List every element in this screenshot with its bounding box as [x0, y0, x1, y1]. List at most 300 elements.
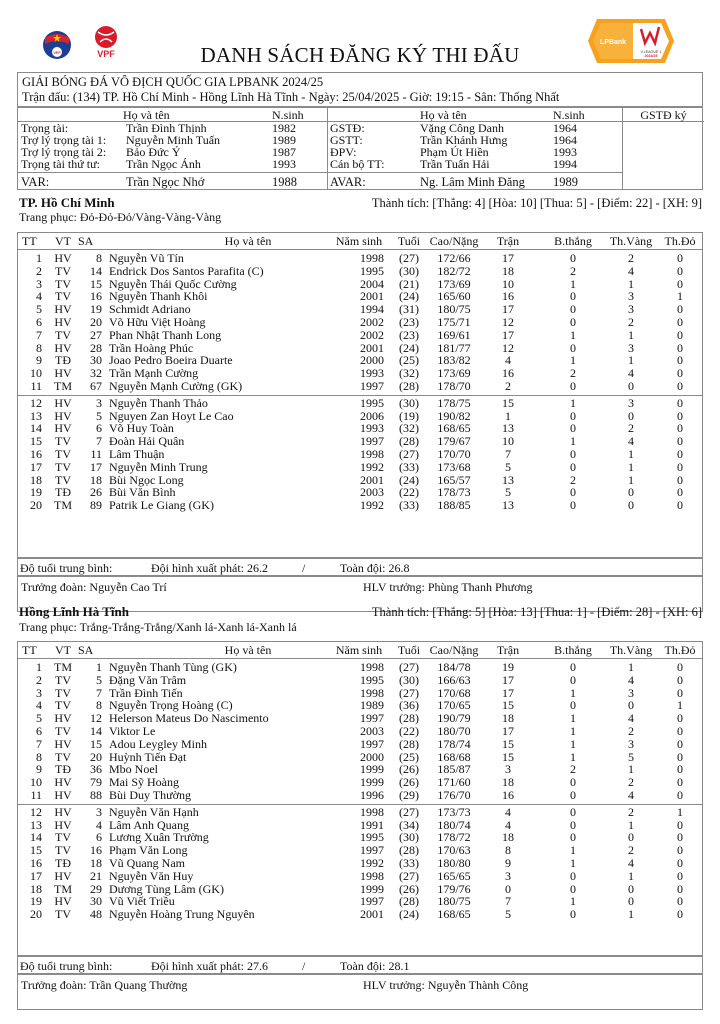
player-tt: 15: [30, 843, 42, 858]
player-sa: 18: [90, 856, 102, 870]
player-g: 0: [570, 421, 576, 436]
player-name: Bùi Ngọc Long: [109, 472, 184, 487]
player-sa: 16: [90, 843, 102, 858]
player-hw: 178/73: [437, 485, 471, 500]
player-tt: 11: [30, 788, 42, 802]
player-age: (28): [399, 736, 419, 751]
player-g: 1: [570, 276, 576, 291]
player-sa: 28: [90, 340, 102, 355]
player-vt: TV: [55, 276, 71, 291]
player-r: 0: [677, 685, 683, 700]
player-vt: HV: [54, 804, 72, 819]
player-y: 4: [628, 672, 634, 687]
player-r: 0: [677, 408, 683, 423]
player-hw: 190/82: [437, 408, 471, 423]
player-tt: 17: [30, 459, 42, 474]
official-row: Trợ lý trọng tài 1: Nguyễn Minh Tuấn 1989: [21, 133, 296, 147]
player-tt: 1: [36, 660, 42, 674]
player-tt: 13: [30, 408, 42, 423]
player-vt: TV: [55, 289, 71, 304]
player-g: 1: [570, 749, 576, 764]
player-g: 1: [570, 856, 576, 870]
player-g: 0: [570, 660, 576, 674]
player-r: 0: [677, 366, 683, 381]
player-age: (24): [399, 289, 419, 304]
player-row: [18, 661, 702, 674]
player-tt: 19: [30, 485, 42, 500]
player-y: 0: [628, 881, 634, 896]
player-r: 0: [677, 830, 683, 845]
player-g: 1: [570, 327, 576, 342]
player-sa: 14: [90, 263, 102, 278]
player-age: (27): [399, 868, 419, 883]
player-year: 1999: [360, 881, 384, 896]
player-age: (22): [399, 724, 419, 738]
player-vt: TV: [55, 685, 71, 700]
player-y: 0: [628, 830, 634, 845]
player-name: Nguyễn Văn Hạnh: [109, 804, 199, 819]
player-sa: 15: [90, 736, 102, 751]
player-row: [18, 252, 702, 265]
player-vt: HV: [54, 788, 72, 802]
player-g: 0: [570, 804, 576, 819]
player-tt: 10: [30, 775, 42, 790]
player-year: 2001: [360, 472, 384, 487]
document-header: [0, 0, 720, 72]
team-1-roster-table: [17, 232, 703, 558]
player-sa: 88: [90, 788, 102, 802]
player-m: 19: [502, 660, 514, 674]
player-m: 13: [502, 472, 514, 487]
player-age: (27): [399, 251, 419, 265]
svg-text:2024/25: 2024/25: [644, 54, 658, 58]
player-hw: 170/63: [437, 843, 471, 858]
player-m: 4: [505, 804, 511, 819]
player-tt: 7: [36, 327, 42, 342]
player-row: [18, 380, 702, 393]
player-hw: 190/79: [437, 711, 471, 726]
officials-header-name: Họ và tên: [123, 108, 170, 122]
player-vt: TM: [54, 660, 72, 674]
player-hw: 169/61: [437, 327, 471, 342]
player-year: 2001: [360, 340, 384, 355]
player-y: 0: [628, 485, 634, 500]
officials-header-year: N.sinh: [272, 108, 304, 122]
player-g: 2: [570, 366, 576, 381]
player-g: 0: [570, 498, 576, 513]
player-row: [18, 265, 702, 278]
player-g: 0: [570, 459, 576, 474]
player-age: (32): [399, 421, 419, 436]
officials-header-name-2: Họ và tên: [420, 108, 467, 122]
player-y: 4: [628, 366, 634, 381]
player-age: (31): [399, 302, 419, 317]
player-r: 0: [677, 881, 683, 896]
player-m: 3: [505, 762, 511, 777]
player-m: 12: [502, 340, 514, 355]
player-g: 0: [570, 251, 576, 265]
player-m: 8: [505, 843, 511, 858]
player-y: 1: [628, 353, 634, 368]
player-age: (28): [399, 894, 419, 909]
player-tt: 12: [30, 804, 42, 819]
player-vt: HV: [54, 817, 72, 832]
player-y: 2: [628, 421, 634, 436]
player-vt: TĐ: [55, 353, 71, 368]
team-2-manager: Trưởng đoàn: Trần Quang Thường: [21, 978, 188, 992]
team-1-average-age: Độ tuổi trung bình: Đội hình xuất phát: 26.2 / Toàn đội: 26.8: [17, 558, 703, 576]
player-g: 1: [570, 434, 576, 449]
player-year: 1995: [360, 830, 384, 845]
player-name: Huỳnh Tiến Đạt: [109, 749, 187, 764]
player-tt: 17: [30, 868, 42, 883]
player-age: (33): [399, 498, 419, 513]
player-year: 1999: [360, 775, 384, 790]
player-vt: HV: [54, 408, 72, 423]
player-year: 2001: [360, 289, 384, 304]
official-row: Trọng tài: Trần Đình Thịnh 1982: [21, 121, 296, 135]
player-row: [18, 499, 702, 512]
player-tt: 11: [30, 379, 42, 393]
player-tt: 16: [30, 856, 42, 870]
player-age: (21): [399, 276, 419, 291]
player-sa: 11: [90, 447, 102, 461]
player-g: 0: [570, 302, 576, 317]
player-g: 0: [570, 485, 576, 500]
player-r: 0: [677, 340, 683, 355]
player-m: 15: [502, 749, 514, 764]
player-name: Trần Đình Tiến: [109, 685, 183, 700]
player-year: 1997: [360, 434, 384, 449]
player-m: 12: [502, 315, 514, 329]
player-m: 7: [505, 894, 511, 909]
player-hw: 168/65: [437, 421, 471, 436]
player-m: 15: [502, 736, 514, 751]
player-age: (22): [399, 485, 419, 500]
player-tt: 1: [36, 251, 42, 265]
player-y: 1: [628, 276, 634, 291]
player-r: 0: [677, 485, 683, 500]
player-sa: 8: [96, 698, 102, 713]
player-vt: TV: [55, 672, 71, 687]
player-name: Nguyễn Minh Trung: [109, 459, 208, 474]
player-name: Vũ Quang Nam: [109, 856, 185, 870]
player-name: Bùi Duy Thường: [109, 788, 191, 802]
player-vt: TV: [55, 447, 71, 461]
player-g: 0: [570, 672, 576, 687]
player-sa: 6: [96, 421, 102, 436]
vleague-lpbank-logo-icon: [587, 17, 675, 65]
player-sa: 79: [90, 775, 102, 790]
player-name: Nguyễn Văn Huy: [109, 868, 194, 883]
player-vt: TĐ: [55, 762, 71, 777]
player-g: 2: [570, 472, 576, 487]
player-age: (23): [399, 315, 419, 329]
player-age: (29): [399, 788, 419, 802]
player-r: 0: [677, 276, 683, 291]
official-row: Trọng tài thứ tư: Trần Ngọc Ánh 1993: [21, 157, 296, 171]
player-row: [18, 329, 702, 342]
player-vt: TV: [55, 459, 71, 474]
player-sa: 20: [90, 749, 102, 764]
player-y: 0: [628, 894, 634, 909]
player-year: 1997: [360, 379, 384, 393]
player-age: (28): [399, 434, 419, 449]
player-m: 17: [502, 724, 514, 738]
player-hw: 180/75: [437, 894, 471, 909]
player-vt: HV: [54, 251, 72, 265]
player-tt: 3: [36, 276, 42, 291]
player-name: Nguyễn Hoàng Trung Nguyên: [109, 907, 255, 922]
player-hw: 166/63: [437, 672, 471, 687]
player-name: Võ Hữu Việt Hoàng: [109, 315, 206, 329]
player-tt: 7: [36, 736, 42, 751]
player-year: 1995: [360, 672, 384, 687]
player-name: Vũ Viết Triều: [109, 894, 175, 909]
player-year: 1997: [360, 736, 384, 751]
player-sa: 26: [90, 485, 102, 500]
player-r: 0: [677, 762, 683, 777]
player-m: 0: [505, 881, 511, 896]
player-name: Trần Mạnh Cường: [109, 366, 199, 381]
player-y: 3: [628, 736, 634, 751]
player-vt: TM: [54, 881, 72, 896]
player-vt: HV: [54, 736, 72, 751]
player-y: 5: [628, 749, 634, 764]
player-hw: 176/70: [437, 788, 471, 802]
match-info: Trận đấu: (134) TP. Hồ Chí Minh - Hồng Lĩnh Hà Tĩnh - Ngày: 25/04/2025 - Giờ: 19:15 - Sân: Thống Nhất: [22, 90, 560, 104]
player-tt: 18: [30, 881, 42, 896]
svg-text:LPBank: LPBank: [599, 39, 627, 46]
player-g: 0: [570, 340, 576, 355]
var-row: VAR: Trần Ngọc Nhớ 1988: [18, 172, 327, 191]
player-tt: 3: [36, 685, 42, 700]
player-hw: 175/71: [437, 315, 471, 329]
player-year: 1998: [360, 447, 384, 461]
player-vt: HV: [54, 711, 72, 726]
player-y: 1: [628, 762, 634, 777]
player-name: Mbo Noel: [109, 762, 158, 777]
player-tt: 10: [30, 366, 42, 381]
player-hw: 178/70: [437, 379, 471, 393]
team-2-kit: Trang phục: Trắng-Trắng-Trắng/Xanh lá-Xanh lá-Xanh lá: [19, 620, 297, 634]
player-sa: 30: [90, 353, 102, 368]
player-year: 1989: [360, 698, 384, 713]
player-m: 17: [502, 327, 514, 342]
player-year: 1993: [360, 366, 384, 381]
player-name: Đặng Văn Trâm: [109, 672, 187, 687]
player-r: 0: [677, 315, 683, 329]
player-tt: 8: [36, 749, 42, 764]
player-age: (36): [399, 698, 419, 713]
player-name: Nguyễn Trọng Hoàng (C): [109, 698, 233, 713]
player-tt: 4: [36, 289, 42, 304]
player-name: Patrik Le Giang (GK): [109, 498, 214, 513]
player-year: 1992: [360, 498, 384, 513]
player-tt: 2: [36, 672, 42, 687]
player-age: (26): [399, 881, 419, 896]
player-name: Phan Nhật Thanh Long: [109, 327, 222, 342]
player-age: (30): [399, 395, 419, 410]
player-m: 15: [502, 395, 514, 410]
player-sa: 18: [90, 472, 102, 487]
player-hw: 181/77: [437, 340, 471, 355]
competition-name: GIẢI BÓNG ĐÁ VÔ ĐỊCH QUỐC GIA LPBANK 2024/25: [22, 75, 324, 89]
player-y: 1: [628, 907, 634, 922]
player-year: 1991: [360, 817, 384, 832]
player-y: 1: [628, 868, 634, 883]
player-m: 15: [502, 698, 514, 713]
player-year: 1996: [360, 788, 384, 802]
player-r: 1: [677, 289, 683, 304]
player-g: 1: [570, 353, 576, 368]
player-year: 2002: [360, 327, 384, 342]
team-2-average-age: Độ tuổi trung bình: Đội hình xuất phát: 27.6 / Toàn đội: 28.1: [17, 956, 703, 974]
player-year: 2006: [360, 408, 384, 423]
player-sa: 6: [96, 830, 102, 845]
player-sa: 1: [96, 660, 102, 674]
player-r: 0: [677, 724, 683, 738]
player-vt: TĐ: [55, 485, 71, 500]
officials-header-year-2: N.sinh: [553, 108, 585, 122]
player-sa: 14: [90, 724, 102, 738]
player-tt: 9: [36, 353, 42, 368]
player-age: (27): [399, 447, 419, 461]
player-year: 2003: [360, 485, 384, 500]
player-age: (26): [399, 762, 419, 777]
player-sa: 16: [90, 289, 102, 304]
player-year: 2003: [360, 724, 384, 738]
player-y: 1: [628, 327, 634, 342]
player-vt: HV: [54, 315, 72, 329]
player-m: 16: [502, 289, 514, 304]
player-age: (26): [399, 775, 419, 790]
player-sa: 32: [90, 366, 102, 381]
player-row: [18, 448, 702, 461]
player-hw: 165/65: [437, 868, 471, 883]
player-sa: 48: [90, 907, 102, 922]
player-g: 2: [570, 263, 576, 278]
player-r: 0: [677, 327, 683, 342]
player-m: 5: [505, 485, 511, 500]
official-row: ĐPV: Phạm Út Hiền 1993: [330, 145, 577, 159]
player-y: 2: [628, 315, 634, 329]
player-r: 0: [677, 817, 683, 832]
player-hw: 170/70: [437, 447, 471, 461]
player-g: 1: [570, 685, 576, 700]
player-vt: HV: [54, 395, 72, 410]
svg-text:VPF: VPF: [97, 49, 115, 59]
svg-text:VFF: VFF: [53, 50, 61, 55]
player-hw: 182/72: [437, 263, 471, 278]
player-name: Lâm Anh Quang: [109, 817, 189, 832]
player-g: 0: [570, 817, 576, 832]
player-y: 4: [628, 711, 634, 726]
player-r: 1: [677, 804, 683, 819]
player-name: Adou Leygley Minh: [109, 736, 207, 751]
player-vt: HV: [54, 302, 72, 317]
player-age: (23): [399, 327, 419, 342]
player-sa: 20: [90, 315, 102, 329]
player-hw: 183/82: [437, 353, 471, 368]
officials-table: [17, 107, 703, 190]
player-m: 5: [505, 907, 511, 922]
player-vt: HV: [54, 894, 72, 909]
player-sa: 36: [90, 762, 102, 777]
player-m: 4: [505, 353, 511, 368]
player-r: 0: [677, 749, 683, 764]
player-m: 2: [505, 379, 511, 393]
player-age: (27): [399, 660, 419, 674]
player-year: 1992: [360, 856, 384, 870]
player-y: 1: [628, 817, 634, 832]
player-g: 1: [570, 711, 576, 726]
player-g: 0: [570, 788, 576, 802]
player-m: 1: [505, 408, 511, 423]
player-name: Nguyen Zan Hoyt Le Cao: [109, 408, 234, 423]
player-tt: 15: [30, 434, 42, 449]
player-m: 18: [502, 711, 514, 726]
player-sa: 89: [90, 498, 102, 513]
player-g: 0: [570, 830, 576, 845]
player-tt: 6: [36, 724, 42, 738]
player-age: (32): [399, 366, 419, 381]
document-title: DANH SÁCH ĐĂNG KÝ THI ĐẤU: [200, 43, 520, 67]
player-vt: HV: [54, 366, 72, 381]
player-sa: 7: [96, 685, 102, 700]
player-hw: 165/57: [437, 472, 471, 487]
player-m: 10: [502, 276, 514, 291]
player-g: 1: [570, 843, 576, 858]
player-y: 2: [628, 775, 634, 790]
player-sa: 4: [96, 817, 102, 832]
official-row: GSTĐ: Vặng Công Danh 1964: [330, 121, 577, 135]
player-g: 1: [570, 736, 576, 751]
player-tt: 14: [30, 421, 42, 436]
player-name: Nguyễn Thanh Tùng (GK): [109, 660, 237, 674]
player-m: 18: [502, 775, 514, 790]
player-age: (28): [399, 843, 419, 858]
team-2-roster-table: [17, 641, 703, 956]
player-hw: 170/68: [437, 685, 471, 700]
player-row: [18, 738, 702, 751]
player-r: 0: [677, 894, 683, 909]
player-vt: TV: [55, 698, 71, 713]
player-name: Nguyễn Thanh Thảo: [109, 395, 208, 410]
player-hw: 179/76: [437, 881, 471, 896]
player-y: 3: [628, 302, 634, 317]
player-year: 1992: [360, 459, 384, 474]
player-year: 1998: [360, 685, 384, 700]
player-r: 0: [677, 434, 683, 449]
svg-text:V.LEAGUE 1: V.LEAGUE 1: [640, 50, 662, 54]
player-m: 10: [502, 434, 514, 449]
player-g: 0: [570, 289, 576, 304]
official-row: GSTT: Trần Khánh Hưng 1964: [330, 133, 577, 147]
player-hw: 180/75: [437, 302, 471, 317]
player-sa: 3: [96, 804, 102, 819]
player-year: 2004: [360, 276, 384, 291]
player-sa: 27: [90, 327, 102, 342]
player-hw: 173/69: [437, 366, 471, 381]
player-year: 2002: [360, 315, 384, 329]
player-y: 4: [628, 788, 634, 802]
player-r: 0: [677, 711, 683, 726]
player-m: 7: [505, 447, 511, 461]
player-r: 0: [677, 302, 683, 317]
player-g: 0: [570, 868, 576, 883]
player-tt: 5: [36, 711, 42, 726]
